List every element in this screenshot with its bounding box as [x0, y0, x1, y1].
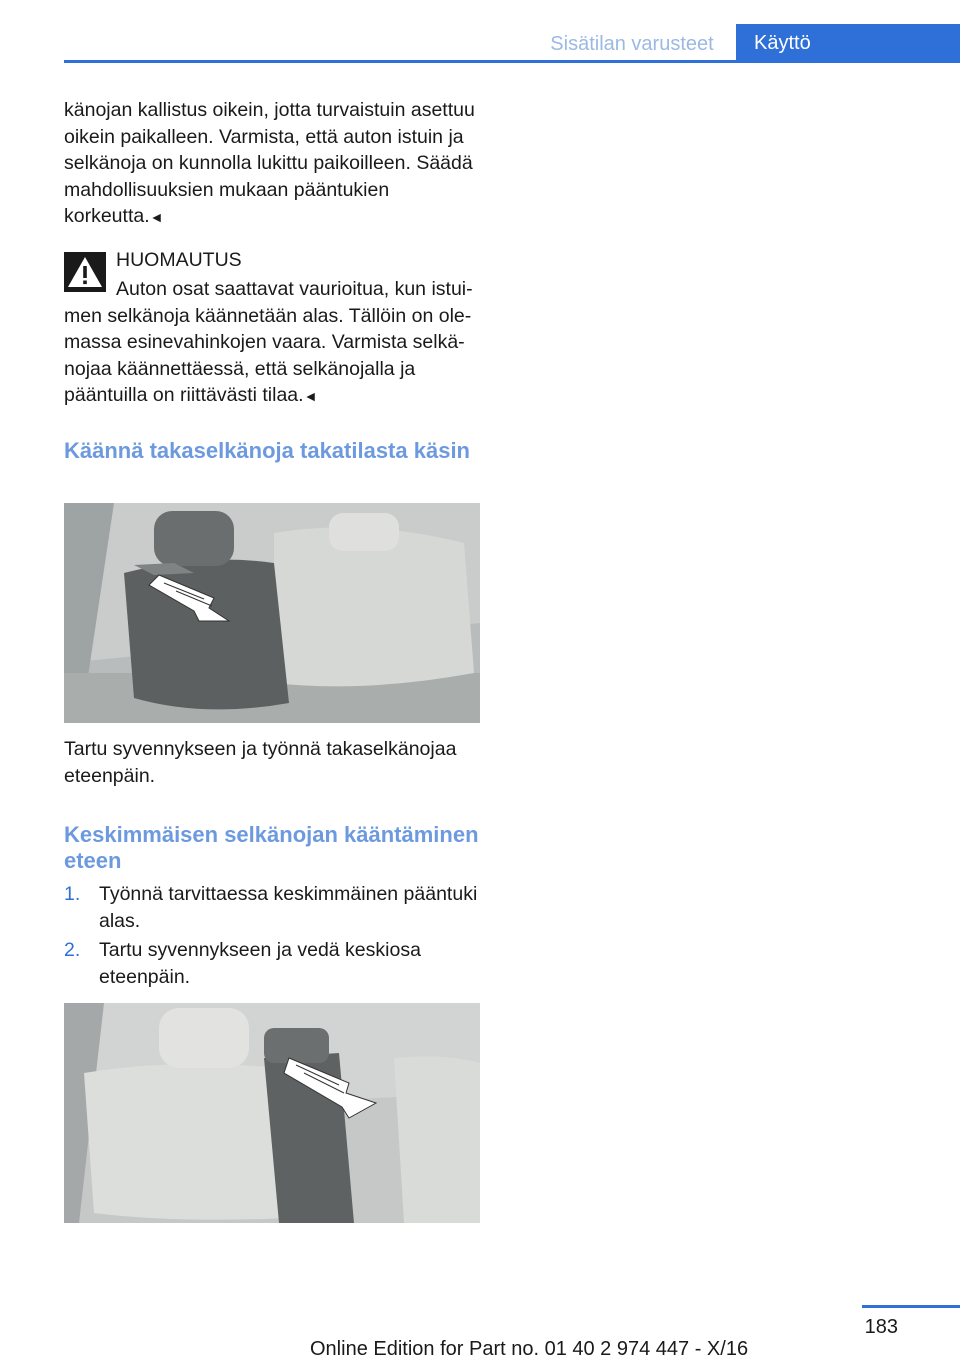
- step-text: Työnnä tarvittaessa keskimmäinen pääntuki alas.: [99, 883, 478, 932]
- section-heading-rear-backrest: Käännä takaselkänoja takatilasta käsin: [64, 438, 470, 463]
- caption-rear-backrest: Tartu syvennykseen ja työnnä takaselkänojaa eteenpäin.: [64, 738, 457, 787]
- footer-rule: [862, 1305, 960, 1308]
- end-mark: ◄: [303, 388, 318, 404]
- middle-backrest-photo: [64, 1003, 480, 1223]
- page-number: 183: [864, 1316, 898, 1338]
- rear-backrest-photo: [64, 503, 480, 723]
- list-item: [64, 881, 482, 935]
- section-heading-middle-backrest: Keskimmäisen selkänojan kääntäminen eteen: [64, 822, 479, 873]
- section-title: Sisätilan varusteet: [550, 33, 714, 55]
- list-item: [64, 937, 482, 991]
- warning-body: Auton osat saattavat vaurioitua, kun istuimen selkänoja käännetään alas. Tällöin on olemassa esinevahinkojen vaara. Varmista selkänojaa käännettäessä, että selkänojalla ja pääntuilla on riittävästi tilaa.◄: [64, 278, 473, 406]
- warning-title: HUOMAUTUS: [116, 249, 242, 271]
- step-text: Tartu syvennykseen ja vedä keskiosa eteenpäin.: [99, 939, 421, 988]
- intro-paragraph: känojan kallistus oikein, jotta turvaistuin asettuu oikein paikalleen. Varmista, että auton istuin ja selkänoja on kunnolla lukittu paikoilleen. Säädä mahdollisuuksien mukaan pääntukien korkeutta.◄: [64, 99, 475, 227]
- chapter-tab: Käyttö: [736, 24, 960, 62]
- step-number: 2.: [64, 939, 81, 961]
- page-header: [0, 0, 960, 64]
- edition-note: Online Edition for Part no. 01 40 2 974 447 - X/16: [310, 1338, 749, 1360]
- header-rule: [64, 60, 960, 63]
- end-mark: ◄: [149, 209, 164, 225]
- step-number: 1.: [64, 883, 81, 905]
